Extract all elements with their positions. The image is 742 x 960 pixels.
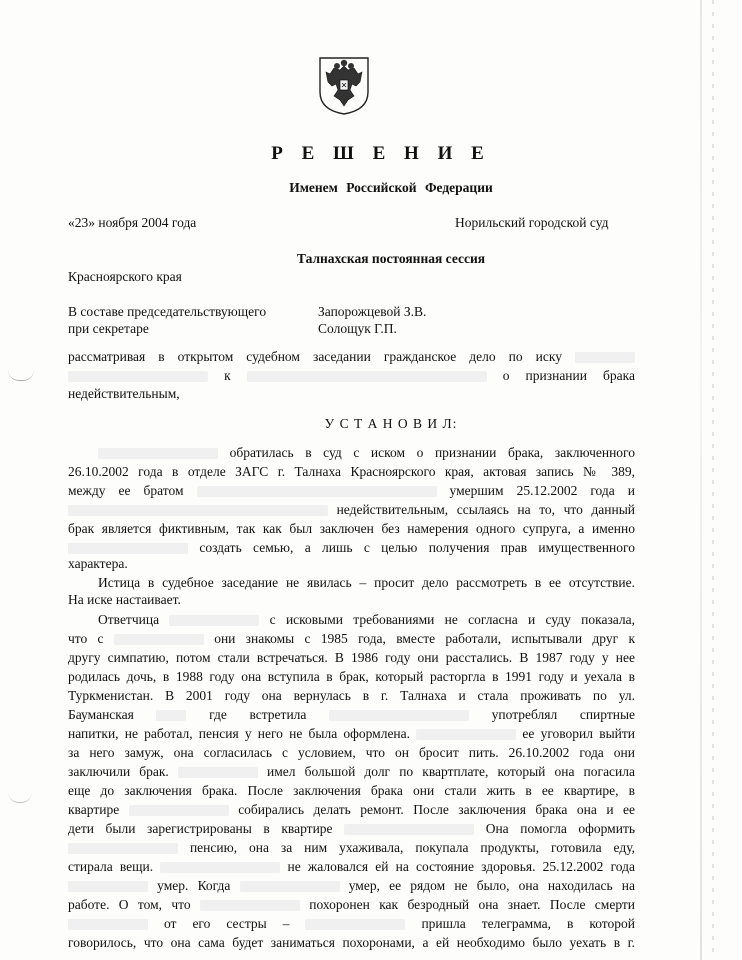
paragraph-line [98, 610, 635, 629]
redacted-text [160, 862, 280, 873]
paragraph-text: где встретила [209, 707, 307, 722]
redacted-text [129, 805, 229, 816]
established-heading: У С Т А Н О В И Л: [324, 416, 458, 431]
paragraph-line [68, 781, 635, 800]
document-title: Р Е Ш Е Н И Е [271, 143, 491, 164]
margin-mark [8, 370, 34, 381]
region-name: Красноярского края [68, 269, 182, 284]
paragraph-text: Истица в судебное заседание не явилась – просит дело рассмотреть в ее отсутствие. [98, 575, 635, 590]
secretary-label: при секретаре [68, 321, 149, 336]
secretary-name: Солощук Г.П. [318, 321, 397, 336]
redacted-text [575, 352, 635, 363]
redacted-text [68, 919, 148, 930]
presiding-judge: Запорожцевой З.В. [318, 304, 427, 319]
paragraph-line [68, 500, 635, 519]
margin-mark [8, 792, 32, 803]
redacted-text [169, 615, 259, 626]
paragraph-line [68, 724, 635, 743]
intro-line: недействительным, [68, 386, 180, 401]
paragraph-line [68, 705, 635, 724]
paragraph-text: брак является фиктивным, так как был заключен без намерения одного супруга, а именно [68, 521, 635, 536]
paragraph-text: между ее братом [68, 483, 184, 498]
paragraph-text: не жаловался ей на состояние здоровья. 25.12.2002 года [287, 859, 636, 874]
paragraph-line [68, 819, 635, 838]
composition-label: В составе председательствующего [68, 304, 267, 319]
paragraph-line [68, 762, 635, 781]
paragraph-text: умер. Когда [157, 878, 231, 893]
intro-text: о признании брака [502, 368, 635, 383]
paragraph-text: работе. О том, что [68, 897, 191, 912]
session-name: Талнахская постоянная сессия [296, 251, 486, 266]
paragraph-text: что с [68, 631, 104, 646]
paragraph-text: квартире [68, 802, 120, 817]
paragraph-text: дети были зарегистрированы в квартире [68, 821, 333, 836]
redacted-text [114, 634, 204, 645]
paragraph-text: заключили брак. [68, 764, 169, 779]
paragraph-text: умер, ее рядом не было, она находилась на [348, 878, 635, 893]
paragraph-text: Ответчица [98, 612, 160, 627]
paragraph-text: 26.10.2002 года в отделе ЗАГС г. Талнаха Красноярского края, актовая запись № 389, [68, 464, 635, 479]
redacted-text [416, 729, 516, 740]
redacted-text [68, 881, 148, 892]
paragraph-line [68, 629, 635, 648]
paragraph-text: ее уговорил выйти [522, 726, 635, 741]
redacted-text [200, 900, 300, 911]
paragraph-text: Бауманская [68, 707, 134, 722]
paragraph-line: На иске настаивает. [68, 592, 181, 607]
redacted-text [68, 843, 178, 854]
redacted-text [305, 919, 405, 930]
redacted-text [68, 543, 188, 554]
paragraph-text: Она помогла оформить [485, 821, 636, 836]
redacted-text [68, 371, 208, 382]
paragraph-line [68, 648, 635, 667]
coat-of-arms-icon [318, 56, 370, 116]
paragraph-text: за него замуж, она согласилась с условием, что он бросит пить. 26.10.2002 года они [68, 745, 635, 760]
paragraph-text: родилась дочь, в 1988 году она вступила в брак, который расторгла в 1991 году и уехала в [68, 669, 635, 684]
paragraph-line [68, 895, 635, 914]
paragraph-line [68, 538, 635, 557]
intro-text: рассматривая в открытом судебном заседании гражданское дело по иску [68, 349, 562, 364]
paragraph-text: обратилась в суд с иском о признании брака, заключенного [229, 445, 636, 460]
paragraph-line [68, 667, 635, 686]
redacted-text [329, 710, 469, 721]
paragraph-text: стирала вещи. [68, 859, 154, 874]
intro-line [68, 366, 635, 385]
paragraph-line [68, 462, 635, 481]
paragraph-line [68, 481, 635, 500]
redacted-text [68, 505, 328, 516]
redacted-text [197, 486, 437, 497]
paragraph-text: другу симпатию, потом стали встречаться. В 1986 году они расстались. В 1987 году у нее [68, 650, 635, 665]
paragraph-text: создать семью, а лишь с целью получения прав имущественного [199, 540, 635, 555]
document-subtitle: Именем Российской Федерации [289, 180, 493, 195]
paragraph-text: употреблял спиртные [491, 707, 636, 722]
paragraph-line [68, 838, 635, 857]
paragraph-text: умершим 25.12.2002 года и [449, 483, 636, 498]
paragraph-text: Туркменистан. В 2001 году она вернулась в г. Талнаха и стала проживать по ул. [68, 688, 635, 703]
redacted-text [98, 448, 218, 459]
paragraph-line [68, 800, 635, 819]
paragraph-text: напитки, не работал, пенсия у него не была оформлена. [68, 726, 411, 741]
paragraph-line [68, 914, 635, 933]
paragraph-text: собирались делать ремонт. После заключения брака она и ее [238, 802, 636, 817]
redacted-text [247, 371, 487, 382]
paragraph-text: недействительным, ссылаясь на то, что данный [336, 502, 636, 517]
paragraph-line [68, 519, 635, 538]
paragraph-text: пенсию, она за ним ухаживала, покупала продукты, готовила еду, [189, 840, 636, 855]
paragraph-line [68, 686, 635, 705]
redacted-text [344, 824, 474, 835]
decision-date: «23» ноября 2004 года [68, 215, 197, 230]
court-name: Норильский городской суд [455, 215, 609, 230]
paragraph-text: пришла телеграмма, в которой [421, 916, 635, 931]
intro-line [68, 347, 635, 366]
redacted-text [156, 710, 186, 721]
paragraph-text: от его сестры – [163, 916, 290, 931]
paragraph-line [68, 743, 635, 762]
paragraph-line [98, 573, 635, 592]
paragraph-line [68, 443, 635, 462]
paragraph-text: они знакомы с 1985 года, вместе работали, испытывали друг к [214, 631, 636, 646]
redacted-text [178, 767, 258, 778]
paragraph-line [68, 933, 635, 952]
paragraph-text: говорилось, что она сама будет заниматься похоронами, а ей необходимо было уехать в г. [68, 935, 635, 950]
paragraph-text: с исковыми требованиями не согласна и суду показала, [269, 612, 635, 627]
paragraph-text: имел большой долг по квартплате, который она погасила [267, 764, 636, 779]
paragraph-text: еще до заключения брака. После заключения брака они стали жить в ее квартире, в [68, 783, 635, 798]
paragraph-line [68, 876, 635, 895]
redacted-text [240, 881, 340, 892]
paragraph-text: похоронен как безродный она знает. После смерти [309, 897, 636, 912]
paragraph-line: характера. [68, 556, 128, 571]
paragraph-line [68, 857, 635, 876]
intro-text: к [224, 368, 231, 383]
